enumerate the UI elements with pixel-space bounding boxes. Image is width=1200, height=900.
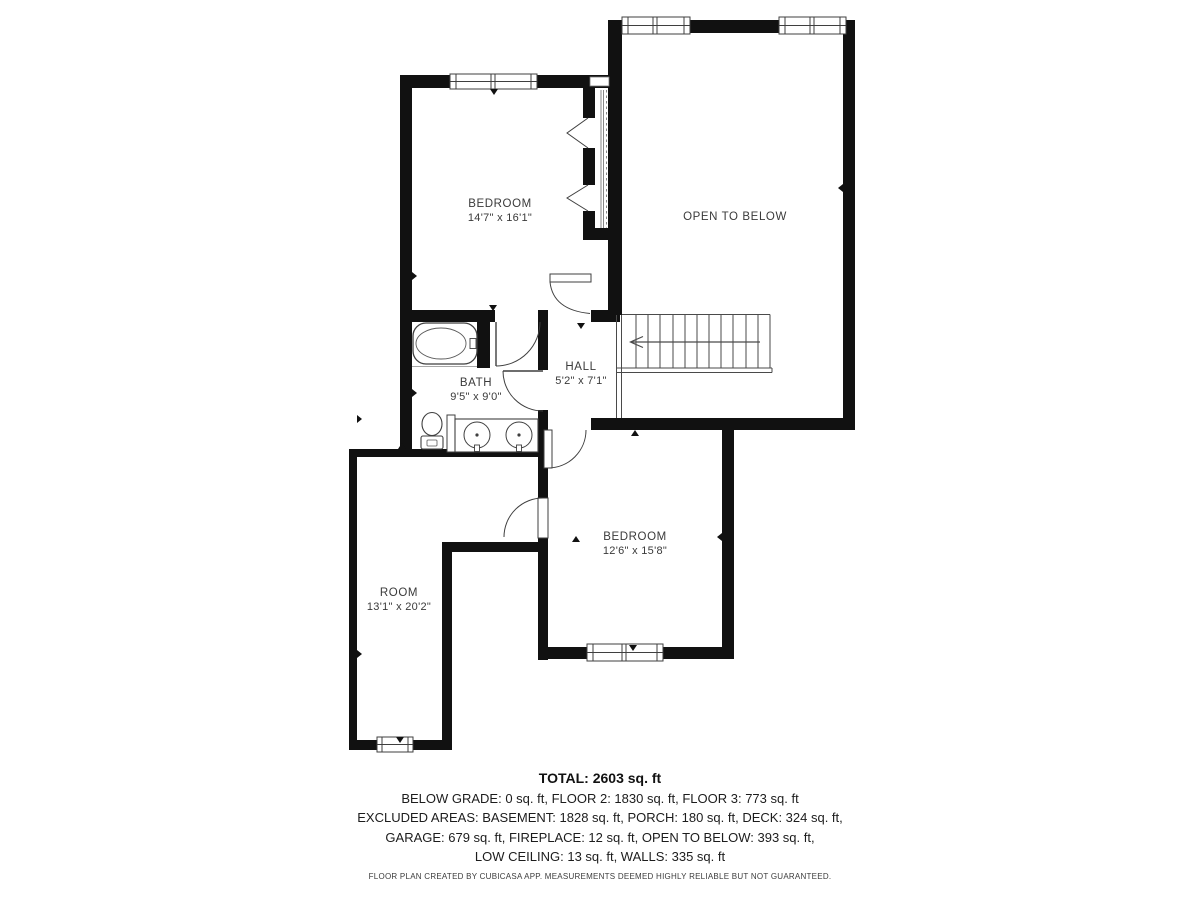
bath-dims: 9'5" x 9'0" (450, 391, 502, 403)
summary-line-lowceiling: LOW CEILING: 13 sq. ft, WALLS: 335 sq. ft (474, 849, 726, 864)
door-hall-to-bath (503, 371, 543, 411)
bath-label: BATH (459, 377, 493, 389)
bedroom1-label: BEDROOM (468, 198, 532, 210)
open-below-window-left (622, 17, 690, 34)
stairwell-edge (617, 315, 622, 418)
open-below-window-right (779, 17, 846, 34)
closet-interior (601, 90, 607, 228)
door-hall-to-bedroom2 (544, 430, 586, 468)
tub-faucet (470, 339, 476, 349)
room-label: ROOM (379, 587, 419, 599)
stair-stringer (616, 368, 772, 373)
room-window (377, 737, 413, 752)
bedroom1-dims: 14'7" x 16'1" (467, 212, 533, 224)
creator-disclaimer: FLOOR PLAN CREATED BY CUBICASA APP. MEASUREMENTS DEEMED HIGHLY RELIABLE BUT NOT GUARANTEED. (368, 872, 832, 881)
staircase (616, 315, 772, 419)
toilet (421, 413, 443, 450)
area-summary (0, 769, 1200, 867)
bedroom1-window (450, 74, 537, 89)
wall-notch (590, 77, 609, 86)
door-bedroom1-to-hall (550, 274, 591, 314)
open-below-label: OPEN TO BELOW (683, 211, 787, 223)
summary-line-floors: BELOW GRADE: 0 sq. ft, FLOOR 2: 1830 sq. ft, FLOOR 3: 773 sq. ft (401, 790, 799, 806)
door-bedroom1-to-bath (496, 322, 540, 366)
summary-line-garage: GARAGE: 679 sq. ft, FIREPLACE: 12 sq. ft, OPEN TO BELOW: 393 sq. ft, (385, 829, 815, 845)
bedroom2-label: BEDROOM (603, 531, 667, 543)
hall-label: HALL (565, 361, 597, 373)
bedroom2-dims: 12'6" x 15'8" (602, 545, 668, 557)
total-area: TOTAL: 2603 sq. ft (538, 770, 662, 786)
bedroom2-window (587, 644, 663, 661)
room-dims: 13'1" x 20'2" (366, 601, 432, 613)
vanity-double-sink (447, 415, 538, 452)
door-room-to-bedroom2 (504, 498, 548, 538)
summary-line-excluded: EXCLUDED AREAS: BASEMENT: 1828 sq. ft, PORCH: 180 sq. ft, DECK: 324 sq. ft, (357, 810, 843, 825)
hall-dims: 5'2" x 7'1" (555, 375, 607, 387)
stair-direction-arrow (631, 337, 761, 348)
bathtub (412, 323, 477, 367)
